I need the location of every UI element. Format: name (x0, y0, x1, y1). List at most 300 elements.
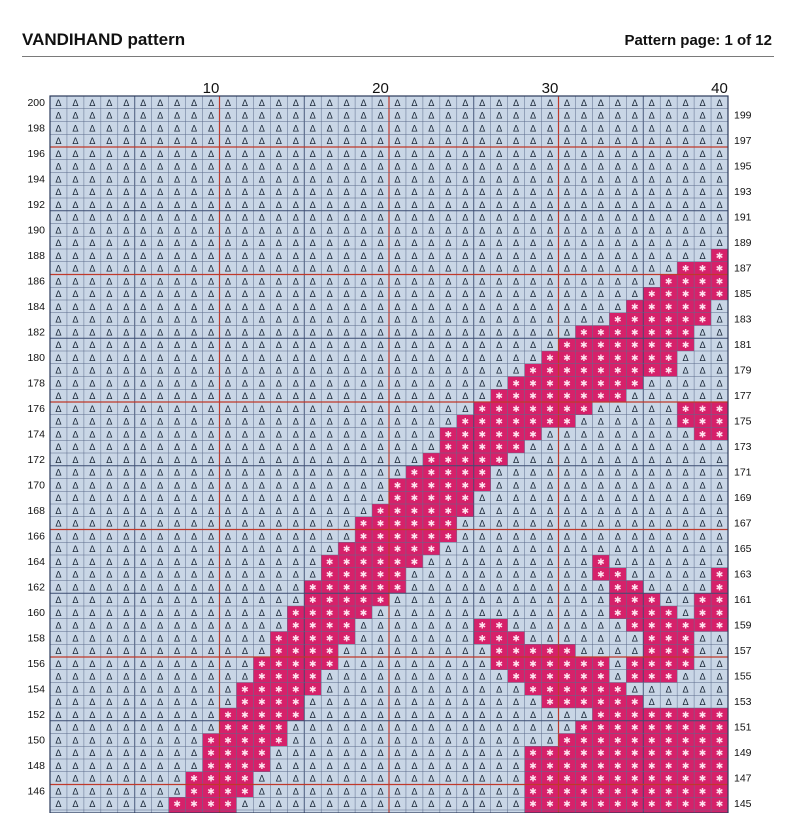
background-symbol: Δ (529, 239, 537, 250)
background-symbol: Δ (377, 111, 384, 122)
background-symbol: Δ (241, 430, 249, 441)
background-symbol: Δ (326, 723, 333, 734)
row-label-left: 152 (27, 708, 45, 721)
background-symbol: Δ (157, 672, 164, 683)
background-symbol: Δ (89, 443, 96, 454)
stitch-symbol: ✱ (546, 366, 554, 377)
background-symbol: Δ (614, 137, 621, 148)
background-symbol: Δ (190, 557, 198, 568)
background-symbol: Δ (224, 239, 232, 250)
background-symbol: Δ (190, 290, 198, 301)
background-symbol: Δ (224, 417, 232, 428)
background-symbol: Δ (580, 226, 588, 237)
background-symbol: Δ (597, 468, 604, 479)
background-symbol: Δ (648, 404, 655, 415)
background-symbol: Δ (496, 494, 503, 505)
background-symbol: Δ (343, 710, 350, 721)
background-symbol: Δ (123, 379, 130, 390)
stitch-symbol: ✱ (275, 710, 283, 721)
background-symbol: Δ (445, 341, 452, 352)
background-symbol: Δ (394, 379, 401, 390)
background-symbol: Δ (292, 290, 299, 301)
background-symbol: Δ (682, 98, 689, 109)
stitch-symbol: ✱ (664, 723, 673, 734)
background-symbol: Δ (699, 162, 706, 173)
background-symbol: Δ (428, 277, 435, 288)
background-symbol: Δ (665, 213, 672, 224)
background-symbol: Δ (258, 188, 265, 199)
background-symbol: Δ (224, 685, 232, 696)
background-symbol: Δ (190, 341, 198, 352)
background-symbol: Δ (275, 506, 282, 517)
stitch-symbol: ✱ (190, 800, 198, 811)
stitch-symbol: ✱ (224, 761, 232, 772)
background-symbol: Δ (309, 557, 316, 568)
background-symbol: Δ (614, 672, 621, 683)
background-symbol: Δ (631, 392, 638, 403)
background-symbol: Δ (513, 545, 520, 556)
stitch-symbol: ✱ (715, 404, 724, 415)
background-symbol: Δ (682, 379, 689, 390)
stitch-symbol: ✱ (580, 787, 588, 798)
background-symbol: Δ (445, 672, 452, 683)
stitch-symbol: ✱ (393, 481, 402, 492)
background-symbol: Δ (343, 341, 350, 352)
background-symbol: Δ (106, 290, 113, 301)
stitch-symbol: ✱ (512, 417, 520, 428)
background-symbol: Δ (343, 188, 350, 199)
background-symbol: Δ (648, 98, 655, 109)
background-symbol: Δ (411, 175, 418, 186)
background-symbol: Δ (597, 111, 604, 122)
stitch-symbol: ✱ (478, 417, 486, 428)
stitch-symbol: ✱ (681, 774, 690, 785)
background-symbol: Δ (123, 149, 130, 160)
stitch-symbol: ✱ (224, 787, 232, 798)
row-label-right: 167 (734, 517, 752, 530)
background-symbol: Δ (580, 417, 588, 428)
background-symbol: Δ (563, 290, 571, 301)
background-symbol: Δ (699, 124, 706, 135)
stitch-symbol: ✱ (681, 621, 690, 632)
background-symbol: Δ (275, 455, 282, 466)
background-symbol: Δ (411, 455, 418, 466)
background-symbol: Δ (631, 417, 638, 428)
stitch-symbol: ✱ (359, 583, 368, 594)
row-label-left: 168 (27, 504, 45, 517)
background-symbol: Δ (241, 621, 249, 632)
background-symbol: Δ (665, 532, 672, 543)
background-symbol: Δ (106, 519, 113, 530)
background-symbol: Δ (275, 137, 282, 148)
background-symbol: Δ (411, 353, 418, 364)
background-symbol: Δ (716, 302, 723, 313)
background-symbol: Δ (224, 315, 232, 326)
stitch-symbol: ✱ (631, 366, 639, 377)
background-symbol: Δ (462, 366, 469, 377)
background-symbol: Δ (631, 264, 638, 275)
stitch-symbol: ✱ (614, 379, 622, 390)
background-symbol: Δ (106, 328, 113, 339)
background-symbol: Δ (631, 519, 638, 530)
stitch-symbol: ✱ (664, 749, 673, 760)
background-symbol: Δ (428, 800, 435, 811)
background-symbol: Δ (597, 124, 604, 135)
background-symbol: Δ (174, 264, 181, 275)
background-symbol: Δ (106, 341, 113, 352)
stitch-symbol: ✱ (512, 430, 520, 441)
background-symbol: Δ (648, 264, 655, 275)
stitch-symbol: ✱ (647, 659, 656, 670)
background-symbol: Δ (479, 800, 486, 811)
background-symbol: Δ (462, 149, 469, 160)
background-symbol: Δ (496, 200, 503, 211)
background-symbol: Δ (157, 749, 164, 760)
row-label-left: 156 (27, 657, 45, 670)
background-symbol: Δ (529, 277, 537, 288)
background-symbol: Δ (157, 417, 164, 428)
background-symbol: Δ (106, 175, 113, 186)
background-symbol: Δ (123, 404, 130, 415)
stitch-symbol: ✱ (597, 723, 605, 734)
background-symbol: Δ (360, 264, 367, 275)
stitch-symbol: ✱ (173, 800, 181, 811)
background-symbol: Δ (174, 596, 181, 607)
background-symbol: Δ (665, 124, 672, 135)
background-symbol: Δ (445, 328, 452, 339)
background-symbol: Δ (123, 749, 130, 760)
background-symbol: Δ (157, 124, 164, 135)
stitch-symbol: ✱ (563, 698, 571, 709)
stitch-symbol: ✱ (275, 723, 283, 734)
background-symbol: Δ (682, 608, 689, 619)
background-symbol: Δ (665, 162, 672, 173)
background-symbol: Δ (411, 672, 418, 683)
stitch-symbol: ✱ (529, 774, 537, 785)
stitch-symbol: ✱ (275, 647, 283, 658)
background-symbol: Δ (597, 417, 604, 428)
background-symbol: Δ (716, 685, 723, 696)
background-symbol: Δ (563, 213, 571, 224)
background-symbol: Δ (716, 494, 723, 505)
background-symbol: Δ (394, 213, 401, 224)
background-symbol: Δ (377, 315, 384, 326)
background-symbol: Δ (190, 137, 198, 148)
background-symbol: Δ (513, 341, 520, 352)
stitch-symbol: ✱ (410, 468, 419, 479)
background-symbol: Δ (241, 583, 249, 594)
background-symbol: Δ (190, 634, 198, 645)
stitch-symbol: ✱ (190, 787, 198, 798)
stitch-symbol: ✱ (631, 672, 639, 683)
background-symbol: Δ (241, 341, 249, 352)
background-symbol: Δ (123, 481, 130, 492)
background-symbol: Δ (292, 277, 299, 288)
background-symbol: Δ (275, 800, 282, 811)
stitch-symbol: ✱ (681, 417, 690, 428)
stitch-symbol: ✱ (308, 621, 317, 632)
background-symbol: Δ (190, 532, 198, 543)
background-symbol: Δ (445, 392, 452, 403)
stitch-symbol: ✱ (597, 366, 605, 377)
background-symbol: Δ (377, 200, 384, 211)
background-symbol: Δ (174, 302, 181, 313)
stitch-symbol: ✱ (647, 608, 656, 619)
background-symbol: Δ (513, 162, 520, 173)
background-symbol: Δ (462, 404, 469, 415)
background-symbol: Δ (72, 596, 79, 607)
stitch-symbol: ✱ (376, 570, 385, 581)
column-label: 30 (541, 80, 559, 97)
background-symbol: Δ (496, 111, 503, 122)
background-symbol: Δ (55, 659, 62, 670)
background-symbol: Δ (55, 736, 62, 747)
background-symbol: Δ (614, 251, 621, 262)
background-symbol: Δ (258, 506, 265, 517)
background-symbol: Δ (89, 608, 96, 619)
background-symbol: Δ (513, 468, 520, 479)
background-symbol: Δ (479, 672, 486, 683)
background-symbol: Δ (89, 149, 96, 160)
background-symbol: Δ (207, 239, 215, 250)
stitch-symbol: ✱ (308, 659, 317, 670)
background-symbol: Δ (513, 557, 520, 568)
stitch-symbol: ✱ (647, 621, 656, 632)
background-symbol: Δ (190, 353, 198, 364)
stitch-symbol: ✱ (427, 481, 436, 492)
background-symbol: Δ (682, 213, 689, 224)
background-symbol: Δ (55, 570, 62, 581)
background-symbol: Δ (89, 647, 96, 658)
background-symbol: Δ (258, 226, 265, 237)
background-symbol: Δ (207, 188, 215, 199)
background-symbol: Δ (89, 328, 96, 339)
stitch-symbol: ✱ (563, 774, 571, 785)
background-symbol: Δ (411, 621, 418, 632)
row-label-right: 161 (734, 594, 752, 607)
stitch-symbol: ✱ (342, 596, 351, 607)
background-symbol: Δ (513, 481, 520, 492)
background-symbol: Δ (174, 353, 181, 364)
stitch-symbol: ✱ (715, 570, 724, 581)
background-symbol: Δ (157, 430, 164, 441)
background-symbol: Δ (123, 800, 130, 811)
background-symbol: Δ (224, 443, 232, 454)
background-symbol: Δ (343, 787, 350, 798)
background-symbol: Δ (377, 239, 384, 250)
stitch-symbol: ✱ (207, 749, 215, 760)
background-symbol: Δ (597, 634, 604, 645)
background-symbol: Δ (123, 98, 130, 109)
background-symbol: Δ (241, 417, 249, 428)
background-symbol: Δ (326, 545, 333, 556)
background-symbol: Δ (699, 149, 706, 160)
background-symbol: Δ (309, 98, 316, 109)
background-symbol: Δ (428, 366, 435, 377)
background-symbol: Δ (529, 634, 537, 645)
background-symbol: Δ (496, 124, 503, 135)
background-symbol: Δ (496, 277, 503, 288)
background-symbol: Δ (207, 570, 215, 581)
row-label-left: 158 (27, 632, 45, 645)
background-symbol: Δ (309, 239, 316, 250)
background-symbol: Δ (377, 672, 384, 683)
background-symbol: Δ (275, 226, 282, 237)
stitch-symbol: ✱ (597, 379, 605, 390)
background-symbol: Δ (699, 137, 706, 148)
background-symbol: Δ (580, 188, 588, 199)
background-symbol: Δ (207, 264, 215, 275)
stitch-symbol: ✱ (698, 787, 707, 798)
background-symbol: Δ (445, 608, 452, 619)
background-symbol: Δ (343, 379, 350, 390)
background-symbol: Δ (614, 430, 621, 441)
background-symbol: Δ (529, 124, 537, 135)
background-symbol: Δ (631, 277, 638, 288)
background-symbol: Δ (207, 481, 215, 492)
background-symbol: Δ (207, 532, 215, 543)
background-symbol: Δ (479, 736, 486, 747)
stitch-symbol: ✱ (563, 417, 571, 428)
background-symbol: Δ (157, 290, 164, 301)
background-symbol: Δ (106, 698, 113, 709)
background-symbol: Δ (123, 774, 130, 785)
row-label-right: 191 (734, 211, 752, 224)
background-symbol: Δ (55, 685, 62, 696)
background-symbol: Δ (309, 366, 316, 377)
background-symbol: Δ (174, 506, 181, 517)
background-symbol: Δ (496, 98, 503, 109)
background-symbol: Δ (580, 481, 588, 492)
background-symbol: Δ (394, 672, 401, 683)
background-symbol: Δ (241, 481, 249, 492)
background-symbol: Δ (445, 596, 452, 607)
background-symbol: Δ (157, 634, 164, 645)
background-symbol: Δ (55, 226, 62, 237)
stitch-symbol: ✱ (376, 596, 385, 607)
background-symbol: Δ (55, 175, 62, 186)
background-symbol: Δ (411, 659, 418, 670)
stitch-symbol: ✱ (580, 736, 588, 747)
stitch-symbol: ✱ (495, 430, 503, 441)
background-symbol: Δ (157, 379, 164, 390)
background-symbol: Δ (190, 570, 198, 581)
stitch-symbol: ✱ (495, 443, 503, 454)
background-symbol: Δ (496, 137, 503, 148)
background-symbol: Δ (241, 455, 249, 466)
background-symbol: Δ (224, 290, 232, 301)
background-symbol: Δ (309, 545, 316, 556)
background-symbol: Δ (546, 302, 554, 313)
background-symbol: Δ (513, 175, 520, 186)
background-symbol: Δ (123, 328, 130, 339)
stitch-symbol: ✱ (292, 710, 300, 721)
background-symbol: Δ (258, 621, 265, 632)
background-symbol: Δ (462, 341, 469, 352)
background-symbol: Δ (157, 698, 164, 709)
background-symbol: Δ (479, 226, 486, 237)
stitch-symbol: ✱ (190, 774, 198, 785)
background-symbol: Δ (140, 557, 147, 568)
background-symbol: Δ (716, 341, 723, 352)
background-symbol: Δ (546, 251, 554, 262)
background-symbol: Δ (360, 672, 367, 683)
stitch-symbol: ✱ (681, 302, 690, 313)
background-symbol: Δ (258, 175, 265, 186)
background-symbol: Δ (309, 175, 316, 186)
background-symbol: Δ (224, 98, 232, 109)
background-symbol: Δ (614, 111, 621, 122)
background-symbol: Δ (343, 302, 350, 313)
background-symbol: Δ (614, 124, 621, 135)
row-label-right: 159 (734, 619, 752, 632)
background-symbol: Δ (292, 570, 299, 581)
background-symbol: Δ (665, 583, 672, 594)
background-symbol: Δ (207, 149, 215, 160)
background-symbol: Δ (377, 774, 384, 785)
background-symbol: Δ (326, 251, 333, 262)
background-symbol: Δ (360, 774, 367, 785)
background-symbol: Δ (699, 328, 706, 339)
background-symbol: Δ (275, 239, 282, 250)
background-symbol: Δ (360, 710, 367, 721)
stitch-symbol: ✱ (512, 392, 520, 403)
background-symbol: Δ (546, 188, 554, 199)
background-symbol: Δ (513, 749, 520, 760)
background-symbol: Δ (174, 149, 181, 160)
background-symbol: Δ (513, 188, 520, 199)
background-symbol: Δ (123, 353, 130, 364)
background-symbol: Δ (241, 392, 249, 403)
stitch-symbol: ✱ (631, 621, 639, 632)
background-symbol: Δ (140, 698, 147, 709)
stitch-symbol: ✱ (647, 672, 656, 683)
background-symbol: Δ (207, 506, 215, 517)
background-symbol: Δ (682, 494, 689, 505)
background-symbol: Δ (614, 213, 621, 224)
background-symbol: Δ (140, 392, 147, 403)
background-symbol: Δ (563, 468, 571, 479)
background-symbol: Δ (55, 468, 62, 479)
background-symbol: Δ (292, 596, 299, 607)
background-symbol: Δ (360, 404, 367, 415)
background-symbol: Δ (529, 111, 537, 122)
background-symbol: Δ (614, 519, 621, 530)
background-symbol: Δ (445, 736, 452, 747)
stitch-symbol: ✱ (292, 698, 300, 709)
background-symbol: Δ (207, 315, 215, 326)
background-symbol: Δ (326, 800, 333, 811)
stitch-symbol: ✱ (563, 672, 571, 683)
background-symbol: Δ (377, 162, 384, 173)
background-symbol: Δ (411, 698, 418, 709)
stitch-symbol: ✱ (410, 494, 419, 505)
stitch-symbol: ✱ (376, 583, 385, 594)
background-symbol: Δ (241, 251, 249, 262)
background-symbol: Δ (292, 379, 299, 390)
background-symbol: Δ (614, 98, 621, 109)
background-symbol: Δ (275, 404, 282, 415)
background-symbol: Δ (513, 290, 520, 301)
background-symbol: Δ (513, 736, 520, 747)
background-symbol: Δ (123, 264, 130, 275)
background-symbol: Δ (597, 302, 604, 313)
background-symbol: Δ (207, 251, 215, 262)
background-symbol: Δ (648, 519, 655, 530)
background-symbol: Δ (292, 404, 299, 415)
background-symbol: Δ (157, 774, 164, 785)
background-symbol: Δ (648, 137, 655, 148)
